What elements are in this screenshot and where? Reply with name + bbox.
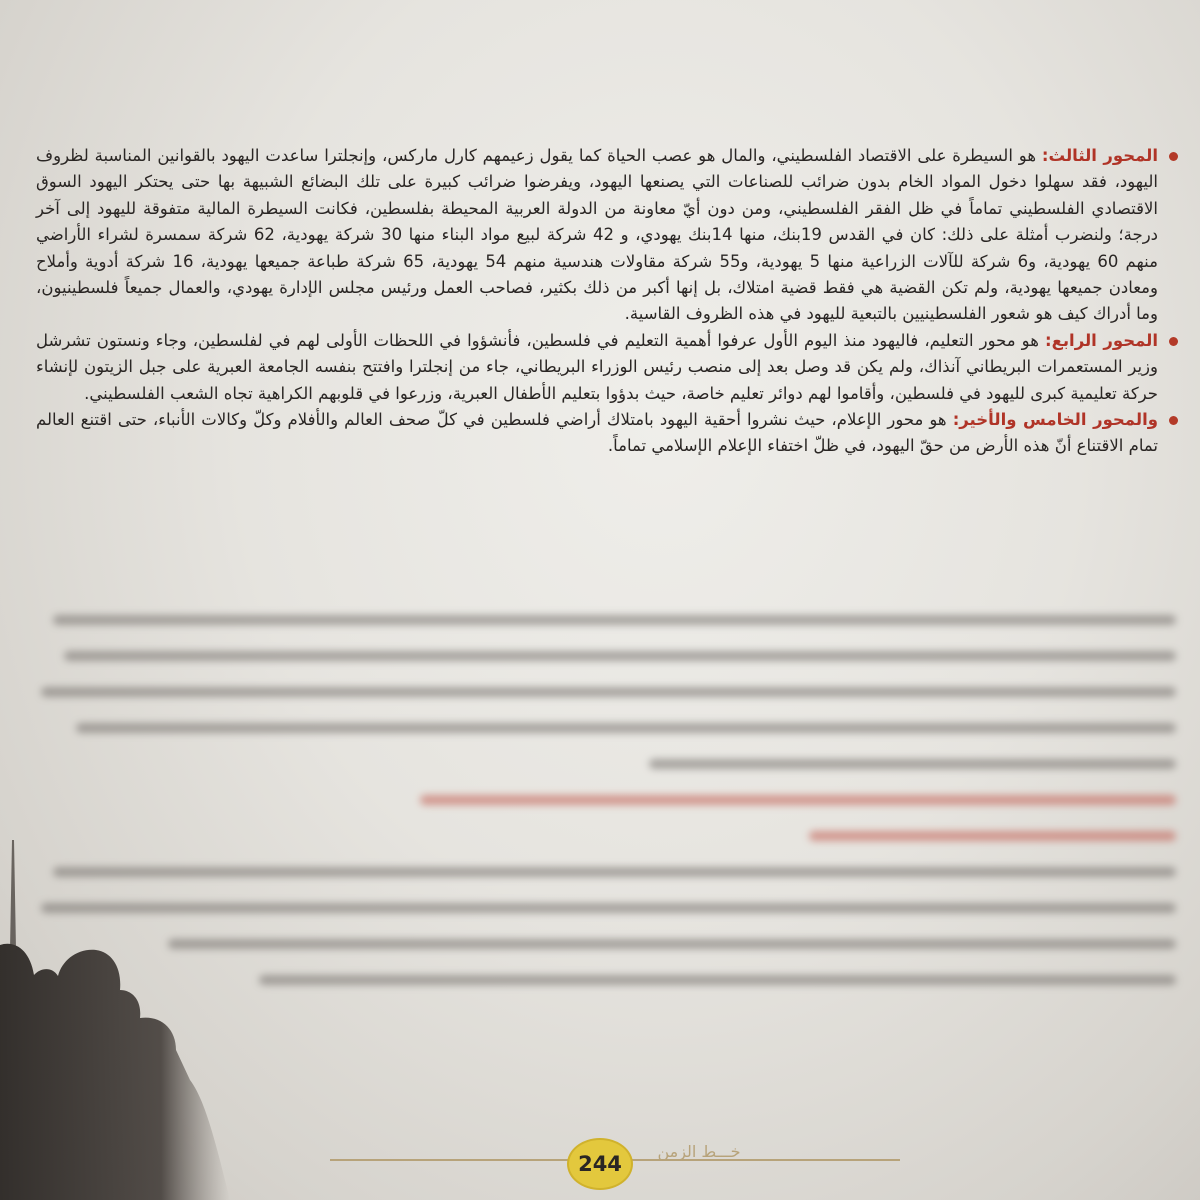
bullet-icon [1169,152,1178,161]
section-body: هو السيطرة على الاقتصاد الفلسطيني، والمال هو عصب الحياة كما يقول زعيمهم كارل ماركس، وإنجلترا ساعدت اليهود بالقوانين المناسبة لظروف اليهود، فقد سهلوا دخول المواد الخام بدون ضرائب للصناعات التي يصنعها اليهود، ويفرضوا ضرائب كبيرة على تلك البضائع الشبيهة بها حتى يحتكر اليهود السوق الاقتصادي الفلسطيني تماماً في ظل الفقر الفلسطيني، ومن دون أيّ معاونة من الدولة العربية المحيطة بفلسطين، فكانت السيطرة المالية متفوقة لليهود إلى آخر درجة؛ ولنضرب أمثلة على ذلك: كان في القدس 19بنك، منها 14بنك يهودي، و 42 شركة لبيع مواد البناء منها 30 شركة يهودية، 62 شركة سمسرة لشراء الأراضي منهم 60 يهودية، و6 شركة للآلات الزراعية منها 5 يهودية، و55 شركة مقاولات هندسية منهم 54 يهودية، 65 شركة طباعة جميعها يهودية، 16 شركة أدوية وأملاح ومعادن جميعها يهودية، ولم تكن القضية هي فقط قضية امتلاك، بل إنها أكبر من ذلك بكثير، فصاحب العمل ورئيس مجلس الإدارة يهودي، والعمال جميعاً فلسطينيون، وما أدراك كيف هو شعور الفلسطينيين بالتبعية لليهود في هذه الظروف القاسية. [36,146,1159,324]
section-heading: المحور الرابع: [1044,330,1158,350]
running-footer-title: خـــط الزمن [657,1142,741,1161]
section-fifth-axis [36,407,1178,460]
page-text [36,143,1178,460]
section-body: هو محور التعليم، فاليهود منذ اليوم الأول عرفوا أهمية التعليم في فلسطين، فأنشؤوا في اللحظات الأولى لهم في لفلسطين، وجاء ونستون تشرشل وزير المستعمرات البريطاني آنذاك، ولم يكن قد وصل بعد إلى منصب رئيس الوزراء البريطاني، جاء من إنجلترا وافتتح بنفسه الجامعة العبرية على جبل الزيتون لإنشاء حركة تعليمية كبرى لليهود في فلسطين، وأقاموا لهم دوائر تعليم خاصة، حيث بدؤوا بتعليم الأطفال العبرية، وزرعوا في قلوبهم الكراهية تجاه الشعب الفلسطيني. [36,330,1158,403]
section-heading: والمحور الخامس والأخير: [952,410,1158,430]
section-fourth-axis [36,328,1178,407]
page-number-badge: 244 [567,1138,633,1190]
section-body: هو محور الإعلام، حيث نشروا أحقية اليهود بامتلاك أراضي فلسطين في كلّ صحف العالم والأفلام وكلّ وكالات الأنباء، حتى اقتنع العالم تمام الاقتناع أنّ هذه الأرض من حقّ اليهود، في ظلّ اختفاء الإعلام الإسلامي تماماً. [36,410,1158,456]
bullet-icon [1169,416,1178,425]
section-heading: المحور الثالث: [1041,146,1159,165]
soldiers-silhouette-image [0,840,260,1200]
section-third-axis [36,143,1178,328]
bullet-icon [1169,337,1178,346]
